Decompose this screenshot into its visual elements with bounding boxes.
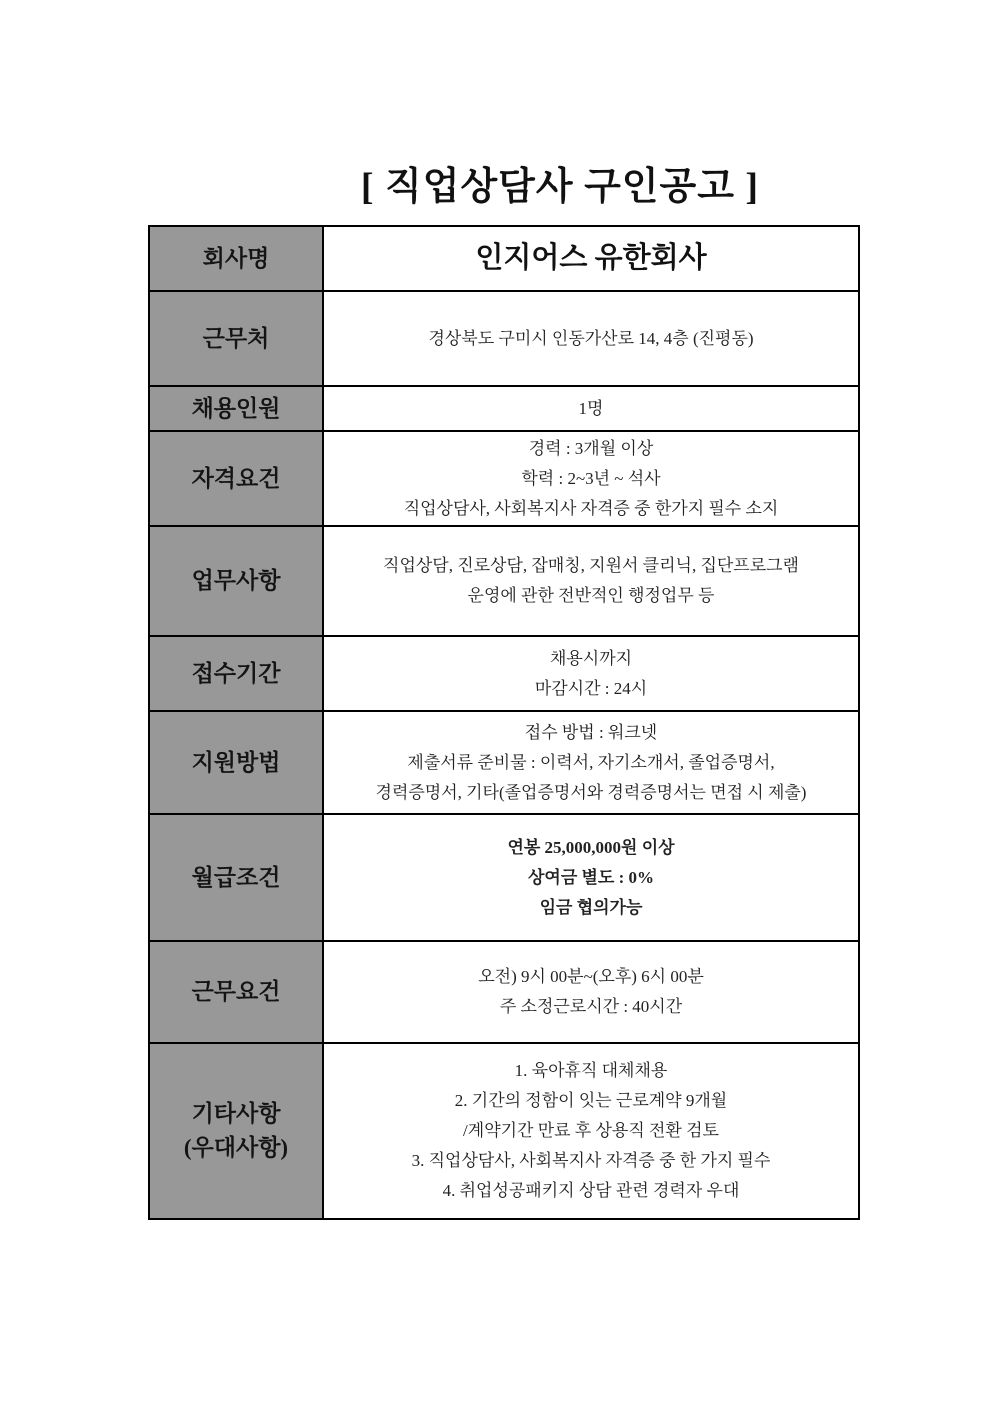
- qualification-line: 경력 : 3개월 이상: [528, 438, 654, 458]
- row-label-workplace: 근무처: [149, 291, 323, 386]
- other-notes-line: 4. 취업성공패키지 상담 관련 경력자 우대: [442, 1181, 740, 1200]
- work-conditions-line: 오전) 9시 00분~(오후) 6시 00분: [478, 967, 704, 986]
- cell-workplace: [323, 291, 859, 386]
- cell-salary: [323, 814, 859, 941]
- company-name: 인지어스 유한회사: [475, 241, 707, 274]
- qualification-line: 직업상담사, 사회복지사 자격증 중 한가지 필수 소지: [403, 498, 779, 518]
- work-conditions-line: 주 소정근로시간 : 40시간: [499, 997, 683, 1016]
- page-title: [ 직업상담사 구인공고 ]: [360, 166, 760, 208]
- table-row-work-conditions: [149, 941, 859, 1043]
- other-notes-line: 1. 육아휴직 대체채용: [514, 1061, 668, 1080]
- row-label-company: 회사명: [149, 226, 323, 291]
- table-row-application-period: [149, 636, 859, 711]
- table-row-salary: [149, 814, 859, 941]
- application-period-line: 마감시간 : 24시: [534, 678, 648, 698]
- application-method-line: 경력증명서, 기타(졸업증명서와 경력증명서는 면접 시 제출): [375, 782, 807, 802]
- row-label-salary: 월급조건: [149, 814, 323, 941]
- other-notes-line: 2. 기간의 정함이 잇는 근로계약 9개월: [454, 1091, 728, 1110]
- application-period-line: 채용시까지: [549, 648, 633, 668]
- cell-company-name: [323, 226, 859, 291]
- table-row-company-name: [149, 226, 859, 291]
- cell-application-period: [323, 636, 859, 711]
- application-method-line: 접수 방법 : 워크넷: [524, 722, 658, 742]
- table-row-duties: [149, 526, 859, 636]
- cell-hiring-count: [323, 386, 859, 431]
- other-notes-label-line1: 기타사항: [191, 1101, 281, 1126]
- cell-other-notes: [323, 1043, 859, 1219]
- job-posting-table: [148, 225, 860, 1220]
- table-row-qualifications: [149, 431, 859, 526]
- cell-qualifications: [323, 431, 859, 526]
- workplace-address: 경상북도 구미시 인동가산로 14, 4층 (진평동): [428, 328, 754, 348]
- table-row-workplace: [149, 291, 859, 386]
- qualification-line: 학력 : 2~3년 ~ 석사: [521, 468, 661, 488]
- other-notes-label-line2: (우대사항): [183, 1135, 289, 1160]
- cell-application-method: [323, 711, 859, 814]
- cell-work-conditions: [323, 941, 859, 1043]
- duties-line: 직업상담, 진로상담, 잡매칭, 지원서 클리닉, 집단프로그램: [383, 556, 799, 575]
- hiring-count-value: 1명: [578, 398, 604, 418]
- row-label-qualifications: 자격요건: [149, 431, 323, 526]
- application-method-line: 제출서류 준비물 : 이력서, 자기소개서, 졸업증명서,: [407, 752, 775, 772]
- row-label-application-period: 접수기간: [149, 636, 323, 711]
- table-row-hiring-count: [149, 386, 859, 431]
- row-label-work-conditions: 근무요건: [149, 941, 323, 1043]
- other-notes-line: 3. 직업상담사, 사회복지사 자격증 중 한 가지 필수: [411, 1151, 771, 1170]
- salary-line: 연봉 25,000,000원 이상: [507, 837, 675, 857]
- salary-line: 상여금 별도 : 0%: [527, 867, 655, 887]
- duties-line: 운영에 관한 전반적인 행정업무 등: [467, 586, 715, 605]
- salary-line: 임금 협의가능: [539, 897, 643, 917]
- cell-duties: [323, 526, 859, 636]
- row-label-other-notes: [149, 1043, 323, 1219]
- row-label-duties: 업무사항: [149, 526, 323, 636]
- table-row-application-method: [149, 711, 859, 814]
- other-notes-line: /계약기간 만료 후 상용직 전환 검토: [463, 1121, 719, 1140]
- table-row-other-notes: [149, 1043, 859, 1219]
- row-label-application-method: 지원방법: [149, 711, 323, 814]
- row-label-hiring-count: 채용인원: [149, 386, 323, 431]
